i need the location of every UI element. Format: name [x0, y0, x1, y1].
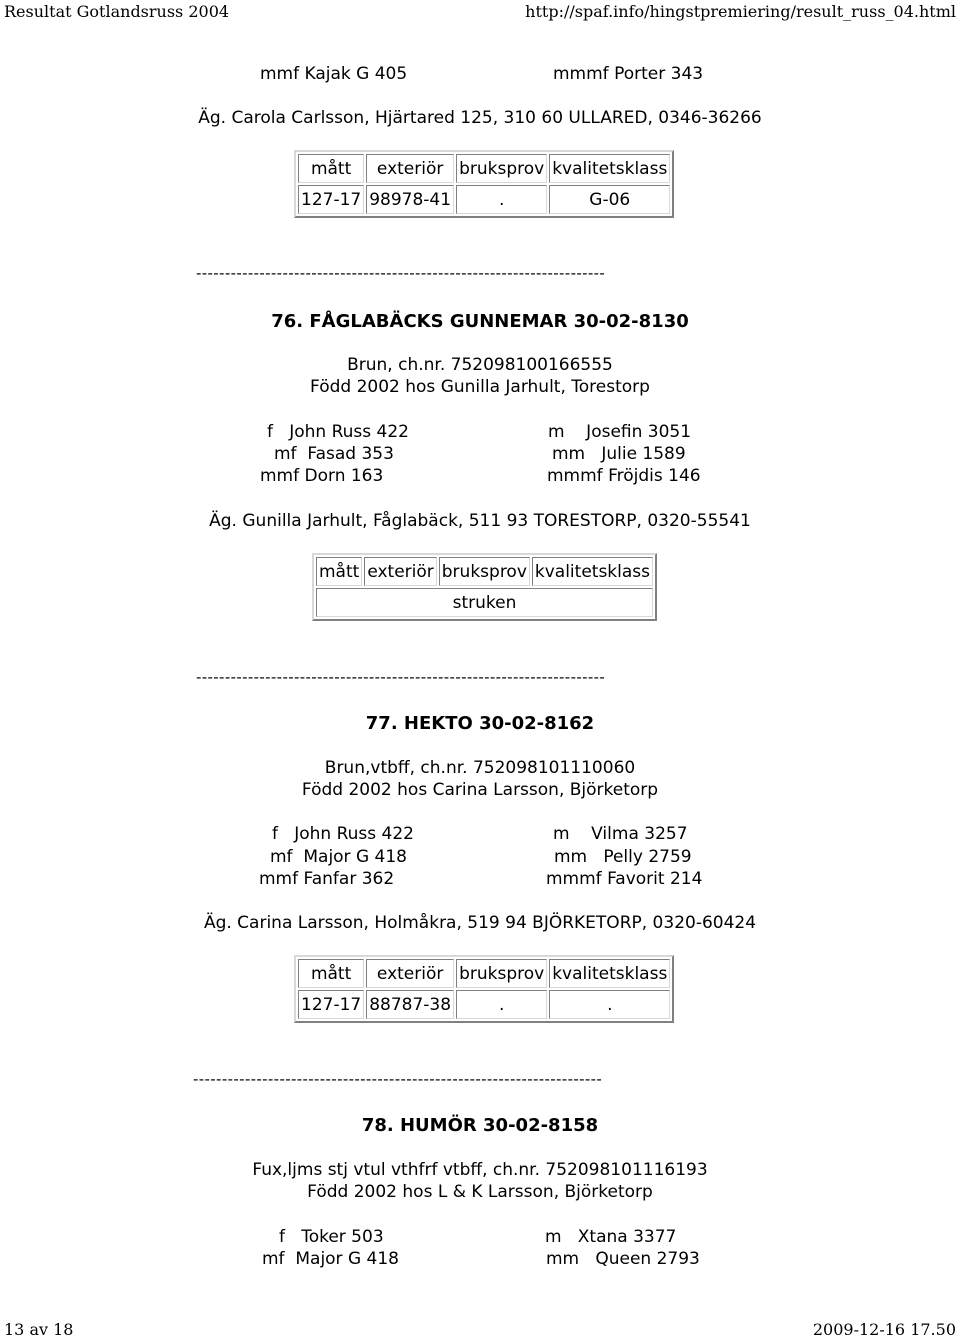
pedigree-prev-right: mmmf Porter 343: [553, 64, 704, 84]
pedigree-prev-left: mmf Kajak G 405: [260, 64, 408, 84]
print-footer-datetime: 2009-12-16 17.50: [812, 1320, 956, 1339]
print-header-url[interactable]: http://spaf.info/hingstpremiering/result_russ_04.html: [525, 2, 956, 21]
pedigree-77-right-2: mm Pelly 2759: [554, 847, 692, 867]
header-matt: mått: [316, 557, 362, 586]
horse-76-desc: Brun, ch.nr. 752098100166555: [347, 355, 613, 375]
owner-76: Äg. Gunilla Jarhult, Fåglabäck, 511 93 TORESTORP, 0320-55541: [209, 511, 751, 531]
table-row: [316, 588, 653, 617]
pedigree-76-left-2: mf Fasad 353: [274, 444, 394, 464]
header-kvalitetsklass: kvalitetsklass: [532, 557, 653, 586]
header-matt: mått: [298, 154, 364, 183]
value-bruksprov: .: [456, 990, 547, 1019]
table-header-row: [316, 557, 653, 586]
pedigree-77-left-1: f John Russ 422: [272, 824, 414, 844]
status-struken: struken: [316, 588, 653, 617]
pedigree-76-left-1: f John Russ 422: [267, 422, 409, 442]
table-row: [298, 185, 670, 214]
pedigree-78-left-2: mf Major G 418: [262, 1249, 399, 1269]
header-matt: mått: [298, 959, 364, 988]
divider-3: -----------------------------------------------------------------------: [193, 1070, 603, 1088]
horse-78-breeder: Född 2002 hos L & K Larsson, Björketorp: [307, 1182, 653, 1202]
table-header-row: [298, 959, 670, 988]
divider-2: -----------------------------------------------------------------------: [196, 668, 606, 686]
value-kvalitetsklass: .: [549, 990, 670, 1019]
header-bruksprov: bruksprov: [456, 959, 547, 988]
owner-77: Äg. Carina Larsson, Holmåkra, 519 94 BJÖRKETORP, 0320-60424: [203, 913, 757, 933]
horse-77-breeder: Född 2002 hos Carina Larsson, Björketorp: [301, 780, 659, 800]
header-bruksprov: bruksprov: [456, 154, 547, 183]
value-exterior: 98978-41: [366, 185, 454, 214]
header-exterior: exteriör: [366, 154, 454, 183]
horse-76-breeder: Född 2002 hos Gunilla Jarhult, Torestorp: [310, 377, 650, 397]
value-matt: 127-17: [298, 185, 364, 214]
pedigree-76-right-3: mmmf Fröjdis 146: [547, 466, 701, 486]
header-exterior: exteriör: [364, 557, 436, 586]
owner-prev: Äg. Carola Carlsson, Hjärtared 125, 310 60 ULLARED, 0346-36266: [198, 108, 762, 128]
pedigree-78-right-2: mm Queen 2793: [546, 1249, 700, 1269]
table-row: [298, 990, 670, 1019]
header-kvalitetsklass: kvalitetsklass: [549, 959, 670, 988]
horse-77-title: 77. HEKTO 30-02-8162: [365, 713, 595, 734]
horse-78-title: 78. HUMÖR 30-02-8158: [361, 1115, 599, 1136]
value-kvalitetsklass: G-06: [549, 185, 670, 214]
result-table-prev: [294, 150, 674, 218]
pedigree-76-left-3: mmf Dorn 163: [260, 466, 384, 486]
header-exterior: exteriör: [366, 959, 454, 988]
divider-1: -----------------------------------------------------------------------: [196, 264, 606, 282]
header-kvalitetsklass: kvalitetsklass: [549, 154, 670, 183]
horse-77-desc: Brun,vtbff, ch.nr. 752098101110060: [324, 758, 636, 778]
pedigree-77-right-3: mmmf Favorit 214: [546, 869, 703, 889]
pedigree-78-right-1: m Xtana 3377: [545, 1227, 677, 1247]
pedigree-76-right-2: mm Julie 1589: [552, 444, 686, 464]
header-bruksprov: bruksprov: [439, 557, 530, 586]
pedigree-77-right-1: m Vilma 3257: [553, 824, 688, 844]
result-table-77: [294, 955, 674, 1023]
horse-76-title: 76. FÅGLABÄCKS GUNNEMAR 30-02-8130: [271, 311, 689, 332]
horse-78-desc: Fux,ljms stj vtul vthfrf vtbff, ch.nr. 752098101116193: [252, 1160, 708, 1180]
value-exterior: 88787-38: [366, 990, 454, 1019]
table-header-row: [298, 154, 670, 183]
result-table-76: [312, 553, 657, 621]
value-matt: 127-17: [298, 990, 364, 1019]
print-footer-page: 13 av 18: [4, 1320, 74, 1339]
value-bruksprov: .: [456, 185, 547, 214]
pedigree-78-left-1: f Toker 503: [279, 1227, 384, 1247]
pedigree-76-right-1: m Josefin 3051: [548, 422, 692, 442]
print-header-title: Resultat Gotlandsruss 2004: [4, 2, 230, 21]
pedigree-77-left-2: mf Major G 418: [270, 847, 407, 867]
pedigree-77-left-3: mmf Fanfar 362: [259, 869, 395, 889]
